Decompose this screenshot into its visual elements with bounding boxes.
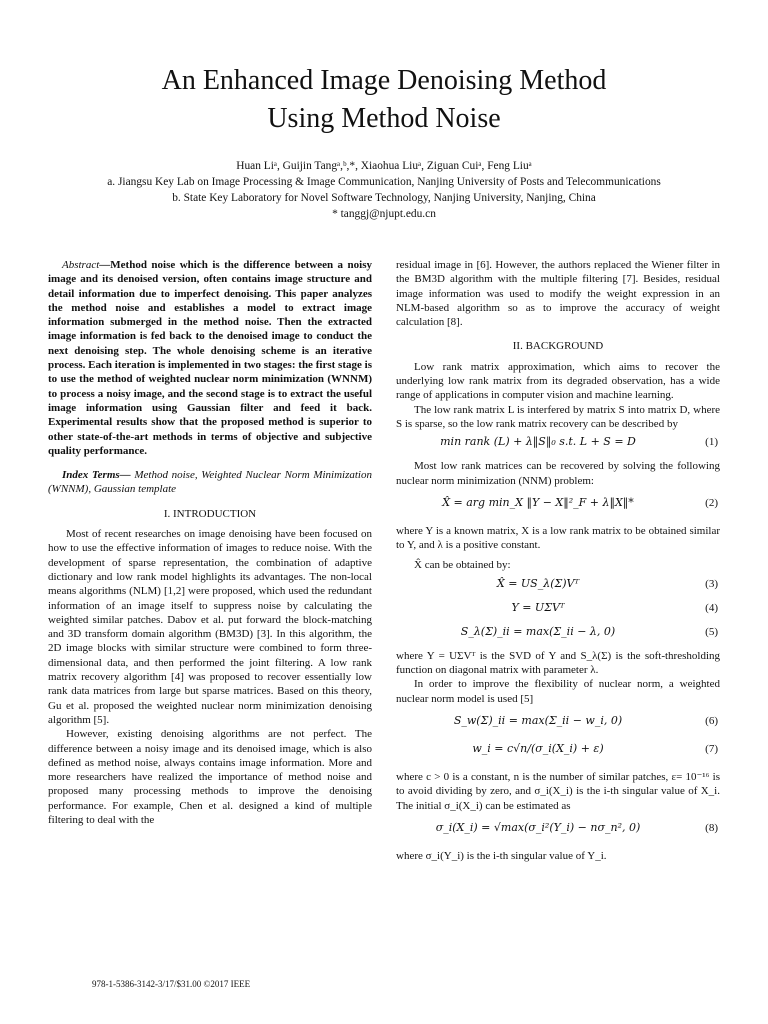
continued-paragraph: residual image in [6]. However, the authors replaced the Wiener filter in the BM3D algorithm with the multiple filtering [7]. Besides, residual image information was used to modify the weight expression in an NLM-based algorithm so as to improve the accuracy of weight calculation [8]. xyxy=(396,259,720,329)
background-paragraph-3: Most low rank matrices can be recovered by solving the following nuclear norm minimization (NNM) problem: xyxy=(396,460,720,487)
abstract-label: Abstract xyxy=(62,259,100,271)
background-paragraph-5: X̂ can be obtained by: xyxy=(414,559,511,572)
equation-3-number: (3) xyxy=(705,577,718,590)
affiliation-b: b. State Key Laboratory for Novel Software Technology, Nanjing University, Nanjing, China xyxy=(172,192,596,204)
section-heading-background: II. BACKGROUND xyxy=(512,340,604,353)
equation-7 xyxy=(396,742,720,762)
author-block xyxy=(0,158,768,222)
index-terms-text: Method noise, Weighted Nuclear Norm Minimization (WNNM), Gaussian template xyxy=(48,469,372,496)
affiliation-a: a. Jiangsu Key Lab on Image Processing & Image Communication, Nanjing University of Posts and Telecommunications xyxy=(107,176,661,188)
background-paragraph-4: where Y is a known matrix, X is a low rank matrix to be obtained similar to Y, and λ is a positive constant. xyxy=(396,524,720,552)
copyright-footer: 978-1-5386-3142-3/17/$31.00 ©2017 IEEE xyxy=(92,979,251,989)
index-terms-label: Index Terms— xyxy=(62,469,131,482)
equation-3-formula: X̂ = US_λ(Σ)Vᵀ xyxy=(496,576,580,590)
background-paragraph-8: where c > 0 is a constant, n is the number of similar patches, ε= 10⁻¹⁶ is to avoid dividing by zero, and σ_i(X_i) is the i-th singular value of X_i. The initial σ_i(X_i) can be estimated as xyxy=(396,770,720,812)
left-column xyxy=(48,258,372,827)
equation-5-number: (5) xyxy=(705,625,718,638)
equation-4 xyxy=(396,601,720,621)
equation-7-formula: w_i = c√n/(σ_i(X_i) + ε) xyxy=(472,741,604,755)
equation-6 xyxy=(396,714,720,734)
equation-4-number: (4) xyxy=(705,601,718,614)
background-paragraph-9: where σ_i(Y_i) is the i-th singular value of Y_i. xyxy=(396,849,607,862)
right-column xyxy=(396,258,720,863)
equation-8 xyxy=(396,821,720,841)
equation-5-formula: S_λ(Σ)_ii = max(Σ_ii − λ, 0) xyxy=(460,624,616,638)
equation-2-number: (2) xyxy=(705,496,718,509)
background-paragraph-6: where Y = UΣVᵀ is the SVD of Y and S_λ(Σ) is the soft-thresholding function on diagonal matrix with parameter λ. xyxy=(396,649,720,677)
equation-1-number: (1) xyxy=(705,436,718,449)
author-list: Huan Liᵃ, Guijin Tangᵃ,ᵇ,*, Xiaohua Liuᵃ, Ziguan Cuiᵃ, Feng Liuᵃ xyxy=(236,160,532,172)
equation-8-number: (8) xyxy=(705,821,718,834)
equation-6-formula: S_w(Σ)_ii = max(Σ_ii − w_i, 0) xyxy=(453,713,623,727)
corresponding-email: * tanggj@njupt.edu.cn xyxy=(332,208,436,220)
background-paragraph-2: The low rank matrix L is interfered by matrix S into matrix D, where S is sparse, so the low rank matrix recovery can be described by xyxy=(396,403,720,430)
equation-7-number: (7) xyxy=(705,742,718,755)
equation-3 xyxy=(396,577,720,597)
index-terms xyxy=(48,468,372,497)
title-line-1: An Enhanced Image Denoising Method xyxy=(161,65,607,96)
equation-8-formula: σ_i(X_i) = √max(σ_i²(Y_i) − nσ_n², 0) xyxy=(435,820,641,834)
equation-1-formula: min rank (L) + λ‖S‖₀ s.t. L + S = D xyxy=(440,435,636,449)
equation-2 xyxy=(396,496,720,516)
equation-1 xyxy=(396,435,720,455)
equation-4-formula: Y = UΣVᵀ xyxy=(511,600,565,614)
equation-2-formula: X̂ = arg min_X ‖Y − X‖²_F + λ‖X‖* xyxy=(442,495,634,509)
abstract xyxy=(48,258,372,458)
intro-paragraph-1: Most of recent researches on image denoising have been focused on how to use the effective information of images to reduce noise. With the development of sparse representation, the combination of adaptive dictionary and low rank model highlights its advantages. The non-local means algorithms (NLM) [1,2] were proposed, which used the redundant information of an image itself to suppress noise by calculating the weighted similar patches. Dabov et al. put forward the block-matching and 3D transform domain algorithm (BM3D) [3]. In this algorithm, the 2D image blocks with similar structure were combined to form three-dimensional data, and then performed the joint filtering. A low rank matrix recovery algorithm [4] was proposed to recover essentially low rank data matrices from large but sparse matrices. Based on this theory, Gu et al. proposed the weighted nuclear norm minimization denoising algorithm [5]. xyxy=(48,528,372,726)
background-paragraph-1: Low rank matrix approximation, which aims to recover the underlying low rank matrix from its degraded observation, has a wide range of applications in computer vision and machine learning. xyxy=(396,360,720,402)
section-heading-introduction: I. INTRODUCTION xyxy=(163,507,257,520)
equation-5 xyxy=(396,625,720,645)
paper-title xyxy=(0,62,768,138)
background-paragraph-7: In order to improve the flexibility of nuclear norm, a weighted nuclear norm model is used [5] xyxy=(396,678,720,705)
abstract-text: —Method noise which is the difference between a noisy image and its denoised version, often contains image structure and detail information due to imperfect denoising. This paper analyzes the method noise and establishes a model to extract image information submerged in the method noise. Then the extracted image information is fed back to the denoised image to conduct the next denoising step. The whole denoising scheme is an iterative process. Each iteration is implemented in two stages: the first stage is to use the method of weighted nuclear norm minimization (WNNM) to process a noisy image, and the second stage is to extract the useful image information using Gaussian filter and feed it back. Experimental results show that the proposed method is superior to other state-of-the-art methods in terms of objective and subjective quality performance. xyxy=(48,259,372,457)
title-line-2: Using Method Noise xyxy=(267,103,501,134)
equation-6-number: (6) xyxy=(705,714,718,727)
intro-paragraph-2: However, existing denoising algorithms are not perfect. The difference between a noisy image and its denoised image, which is also defined as method noise, always contains image information. More and more researchers have realized the importance of method noise and proposed many processing methods to improve the denoising performance. For example, Chen et al. designed a kind of multiple filtering to deal with the xyxy=(48,728,372,826)
